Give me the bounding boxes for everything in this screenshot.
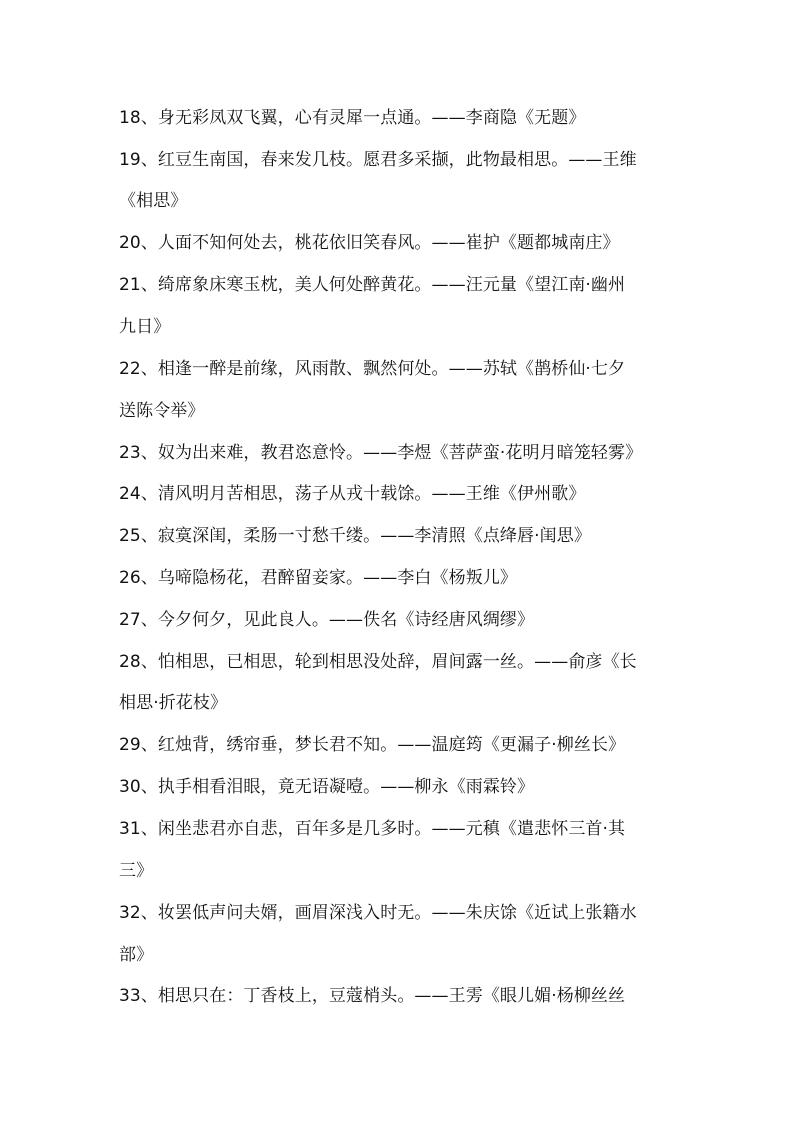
text-line: 21、绮席象床寒玉枕，美人何处醉黄花。——汪元量《望江南·幽州 bbox=[119, 275, 626, 295]
text-line: 部》 bbox=[119, 945, 154, 965]
text-line: 29、红烛背，绣帘垂，梦长君不知。——温庭筠《更漏子·柳丝长》 bbox=[119, 735, 626, 755]
text-line: 三》 bbox=[119, 861, 154, 881]
text-line: 《相思》 bbox=[119, 191, 188, 211]
text-line: 23、奴为出来难，教君恣意怜。——李煜《菩萨蛮·花明月暗笼轻雾》 bbox=[119, 443, 643, 463]
text-line: 27、今夕何夕，见此良人。——佚名《诗经唐风绸缪》 bbox=[119, 610, 535, 630]
text-line: 19、红豆生南国，春来发几枝。愿君多采撷，此物最相思。——王维 bbox=[119, 150, 637, 170]
text-line: 32、妆罢低声问夫婿，画眉深浅入时无。——朱庆馀《近试上张籍水 bbox=[119, 903, 637, 923]
text-line: 33、相思只在：丁香枝上，豆蔻梢头。——王雱《眼儿媚·杨柳丝丝 bbox=[119, 986, 626, 1006]
text-line: 20、人面不知何处去，桃花依旧笑春风。——崔护《题都城南庄》 bbox=[119, 233, 620, 253]
text-line: 28、怕相思，已相思，轮到相思没处辞，眉间露一丝。——俞彦《长 bbox=[119, 652, 637, 672]
text-line: 26、乌啼隐杨花，君醉留妾家。——李白《杨叛儿》 bbox=[119, 568, 518, 588]
text-line: 送陈令举》 bbox=[119, 401, 205, 421]
text-line: 相思·折花枝》 bbox=[119, 693, 228, 713]
text-line: 18、身无彩凤双飞翼，心有灵犀一点通。——李商隐《无题》 bbox=[119, 108, 586, 128]
text-line: 25、寂寞深闺，柔肠一寸愁千缕。——李清照《点绛唇·闺思》 bbox=[119, 526, 591, 546]
text-line: 24、清风明月苦相思，荡子从戎十载馀。——王维《伊州歌》 bbox=[119, 484, 586, 504]
text-line: 30、执手相看泪眼，竟无语凝噎。——柳永《雨霖铃》 bbox=[119, 777, 535, 797]
text-line: 九日》 bbox=[119, 317, 171, 337]
text-line: 22、相逢一醉是前缘，风雨散、飘然何处。——苏轼《鹊桥仙·七夕 bbox=[119, 359, 626, 379]
text-line: 31、闲坐悲君亦自悲，百年多是几多时。——元稹《遣悲怀三首·其 bbox=[119, 819, 626, 839]
